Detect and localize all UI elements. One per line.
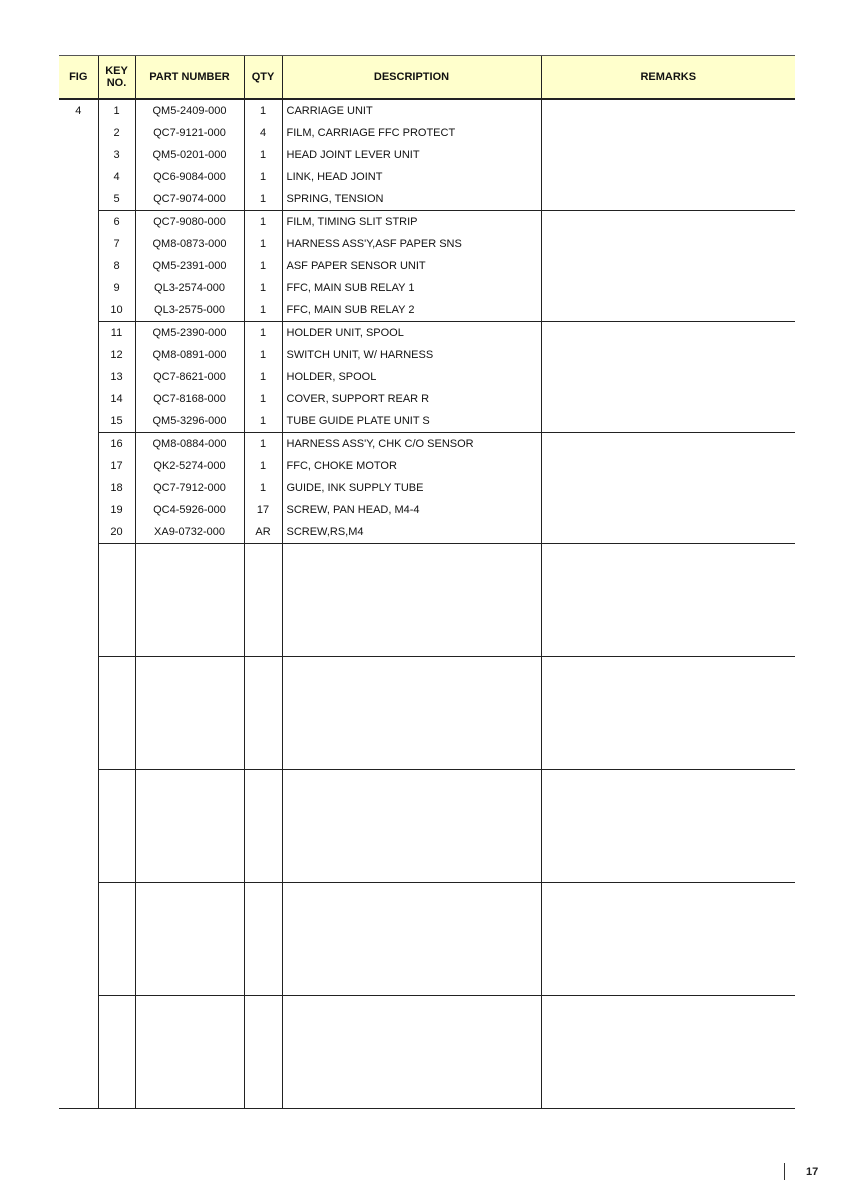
cell-fig — [59, 388, 98, 410]
cell-qty: 1 — [244, 99, 282, 122]
cell-key: 18 — [98, 477, 135, 499]
parts-list-table — [59, 55, 795, 1109]
table-row — [59, 255, 795, 277]
cell-description: SPRING, TENSION — [282, 188, 541, 211]
table-row — [59, 211, 795, 234]
table-row — [59, 144, 795, 166]
header-description: DESCRIPTION — [282, 56, 541, 100]
cell-qty: 1 — [244, 144, 282, 166]
cell-description: HEAD JOINT LEVER UNIT — [282, 144, 541, 166]
cell-fig — [59, 410, 98, 433]
cell-qty: 1 — [244, 388, 282, 410]
table-row — [59, 188, 795, 211]
cell-qty: 1 — [244, 188, 282, 211]
cell-qty: 1 — [244, 322, 282, 345]
cell-part-number: QC7-8621-000 — [135, 366, 244, 388]
cell-key: 14 — [98, 388, 135, 410]
cell-part-number: XA9-0732-000 — [135, 521, 244, 544]
blank-row — [59, 657, 795, 770]
blank-row — [59, 770, 795, 883]
cell-description: FFC, MAIN SUB RELAY 1 — [282, 277, 541, 299]
cell-description: LINK, HEAD JOINT — [282, 166, 541, 188]
blank-row — [59, 544, 795, 657]
cell-key: 16 — [98, 433, 135, 456]
cell-part-number: QC7-7912-000 — [135, 477, 244, 499]
cell-qty: 17 — [244, 499, 282, 521]
page-number: 17 — [806, 1166, 819, 1178]
table-row — [59, 388, 795, 410]
cell-fig — [59, 144, 98, 166]
table-row — [59, 322, 795, 345]
cell-key: 8 — [98, 255, 135, 277]
cell-part-number: QM8-0873-000 — [135, 233, 244, 255]
cell-part-number: QM8-0884-000 — [135, 433, 244, 456]
cell-key: 12 — [98, 344, 135, 366]
footer-divider — [784, 1163, 785, 1180]
cell-remarks — [541, 388, 795, 410]
cell-description: ASF PAPER SENSOR UNIT — [282, 255, 541, 277]
table-row — [59, 99, 795, 122]
table-row — [59, 299, 795, 322]
cell-qty: 4 — [244, 122, 282, 144]
cell-remarks — [541, 233, 795, 255]
cell-part-number: QM8-0891-000 — [135, 344, 244, 366]
cell-key: 7 — [98, 233, 135, 255]
cell-qty: 1 — [244, 433, 282, 456]
cell-fig — [59, 211, 98, 234]
table-row — [59, 233, 795, 255]
cell-key: 11 — [98, 322, 135, 345]
cell-key: 13 — [98, 366, 135, 388]
cell-qty: 1 — [244, 211, 282, 234]
cell-description: HOLDER UNIT, SPOOL — [282, 322, 541, 345]
cell-remarks — [541, 255, 795, 277]
blank-row — [59, 883, 795, 996]
cell-remarks — [541, 499, 795, 521]
cell-description: FFC, MAIN SUB RELAY 2 — [282, 299, 541, 322]
cell-key: 2 — [98, 122, 135, 144]
cell-remarks — [541, 344, 795, 366]
header-fig: FIG — [59, 56, 98, 100]
cell-fig — [59, 433, 98, 456]
cell-qty: 1 — [244, 255, 282, 277]
cell-description: HARNESS ASS'Y, CHK C/O SENSOR — [282, 433, 541, 456]
cell-fig — [59, 366, 98, 388]
cell-key: 6 — [98, 211, 135, 234]
cell-fig — [59, 166, 98, 188]
table-header-row — [59, 56, 795, 100]
table-row — [59, 521, 795, 544]
cell-description: SCREW,RS,M4 — [282, 521, 541, 544]
cell-fig — [59, 299, 98, 322]
cell-fig: 4 — [75, 105, 82, 117]
table-row — [59, 366, 795, 388]
cell-qty: 1 — [244, 455, 282, 477]
cell-description: SWITCH UNIT, W/ HARNESS — [282, 344, 541, 366]
cell-fig — [59, 455, 98, 477]
cell-key: 3 — [98, 144, 135, 166]
cell-description: COVER, SUPPORT REAR R — [282, 388, 541, 410]
cell-qty: AR — [244, 521, 282, 544]
table-row — [59, 410, 795, 433]
cell-key: 20 — [98, 521, 135, 544]
cell-qty: 1 — [244, 410, 282, 433]
cell-remarks — [541, 433, 795, 456]
cell-remarks — [541, 277, 795, 299]
table-row — [59, 122, 795, 144]
cell-fig — [59, 255, 98, 277]
table-row — [59, 277, 795, 299]
table-row — [59, 455, 795, 477]
cell-key: 1 — [98, 99, 135, 122]
cell-description: FILM, TIMING SLIT STRIP — [282, 211, 541, 234]
cell-qty: 1 — [244, 277, 282, 299]
cell-description: CARRIAGE UNIT — [282, 99, 541, 122]
cell-key: 5 — [98, 188, 135, 211]
cell-part-number: QC7-9121-000 — [135, 122, 244, 144]
cell-qty: 1 — [244, 477, 282, 499]
cell-part-number: QM5-3296-000 — [135, 410, 244, 433]
cell-remarks — [541, 188, 795, 211]
blank-row — [59, 996, 795, 1109]
cell-remarks — [541, 99, 795, 122]
cell-part-number: QC7-9074-000 — [135, 188, 244, 211]
cell-part-number: QC7-9080-000 — [135, 211, 244, 234]
cell-qty: 1 — [244, 299, 282, 322]
cell-description: GUIDE, INK SUPPLY TUBE — [282, 477, 541, 499]
cell-qty: 1 — [244, 344, 282, 366]
table-row — [59, 433, 795, 456]
cell-key: 17 — [98, 455, 135, 477]
header-qty: QTY — [244, 56, 282, 100]
table-row — [59, 499, 795, 521]
cell-fig — [59, 122, 98, 144]
cell-part-number: QM5-0201-000 — [135, 144, 244, 166]
cell-fig — [59, 322, 98, 345]
cell-qty: 1 — [244, 233, 282, 255]
header-key-no: KEY NO. — [98, 56, 135, 100]
cell-part-number: QC4-5926-000 — [135, 499, 244, 521]
cell-key: 15 — [98, 410, 135, 433]
cell-remarks — [541, 521, 795, 544]
cell-part-number: QK2-5274-000 — [135, 455, 244, 477]
cell-remarks — [541, 122, 795, 144]
cell-fig — [59, 344, 98, 366]
cell-description: HOLDER, SPOOL — [282, 366, 541, 388]
cell-fig — [59, 188, 98, 211]
cell-remarks — [541, 477, 795, 499]
cell-key: 19 — [98, 499, 135, 521]
cell-description: HARNESS ASS'Y,ASF PAPER SNS — [282, 233, 541, 255]
cell-description: FILM, CARRIAGE FFC PROTECT — [282, 122, 541, 144]
cell-remarks — [541, 211, 795, 234]
cell-remarks — [541, 299, 795, 322]
cell-remarks — [541, 322, 795, 345]
cell-fig — [59, 233, 98, 255]
table-row — [59, 477, 795, 499]
cell-part-number: QM5-2391-000 — [135, 255, 244, 277]
cell-part-number: QL3-2574-000 — [135, 277, 244, 299]
header-remarks: REMARKS — [541, 56, 795, 100]
cell-part-number: QL3-2575-000 — [135, 299, 244, 322]
cell-part-number: QC7-8168-000 — [135, 388, 244, 410]
cell-fig — [59, 499, 98, 521]
cell-key: 4 — [98, 166, 135, 188]
cell-qty: 1 — [244, 166, 282, 188]
table-row — [59, 166, 795, 188]
cell-key: 10 — [98, 299, 135, 322]
cell-remarks — [541, 410, 795, 433]
cell-description: SCREW, PAN HEAD, M4-4 — [282, 499, 541, 521]
cell-part-number: QC6-9084-000 — [135, 166, 244, 188]
cell-fig — [59, 521, 98, 544]
cell-remarks — [541, 166, 795, 188]
cell-part-number: QM5-2390-000 — [135, 322, 244, 345]
cell-remarks — [541, 455, 795, 477]
cell-remarks — [541, 144, 795, 166]
cell-remarks — [541, 366, 795, 388]
cell-fig — [59, 477, 98, 499]
cell-description: TUBE GUIDE PLATE UNIT S — [282, 410, 541, 433]
cell-qty: 1 — [244, 366, 282, 388]
cell-fig — [59, 277, 98, 299]
cell-key: 9 — [98, 277, 135, 299]
header-part-number: PART NUMBER — [135, 56, 244, 100]
cell-part-number: QM5-2409-000 — [135, 99, 244, 122]
cell-description: FFC, CHOKE MOTOR — [282, 455, 541, 477]
table-row — [59, 344, 795, 366]
